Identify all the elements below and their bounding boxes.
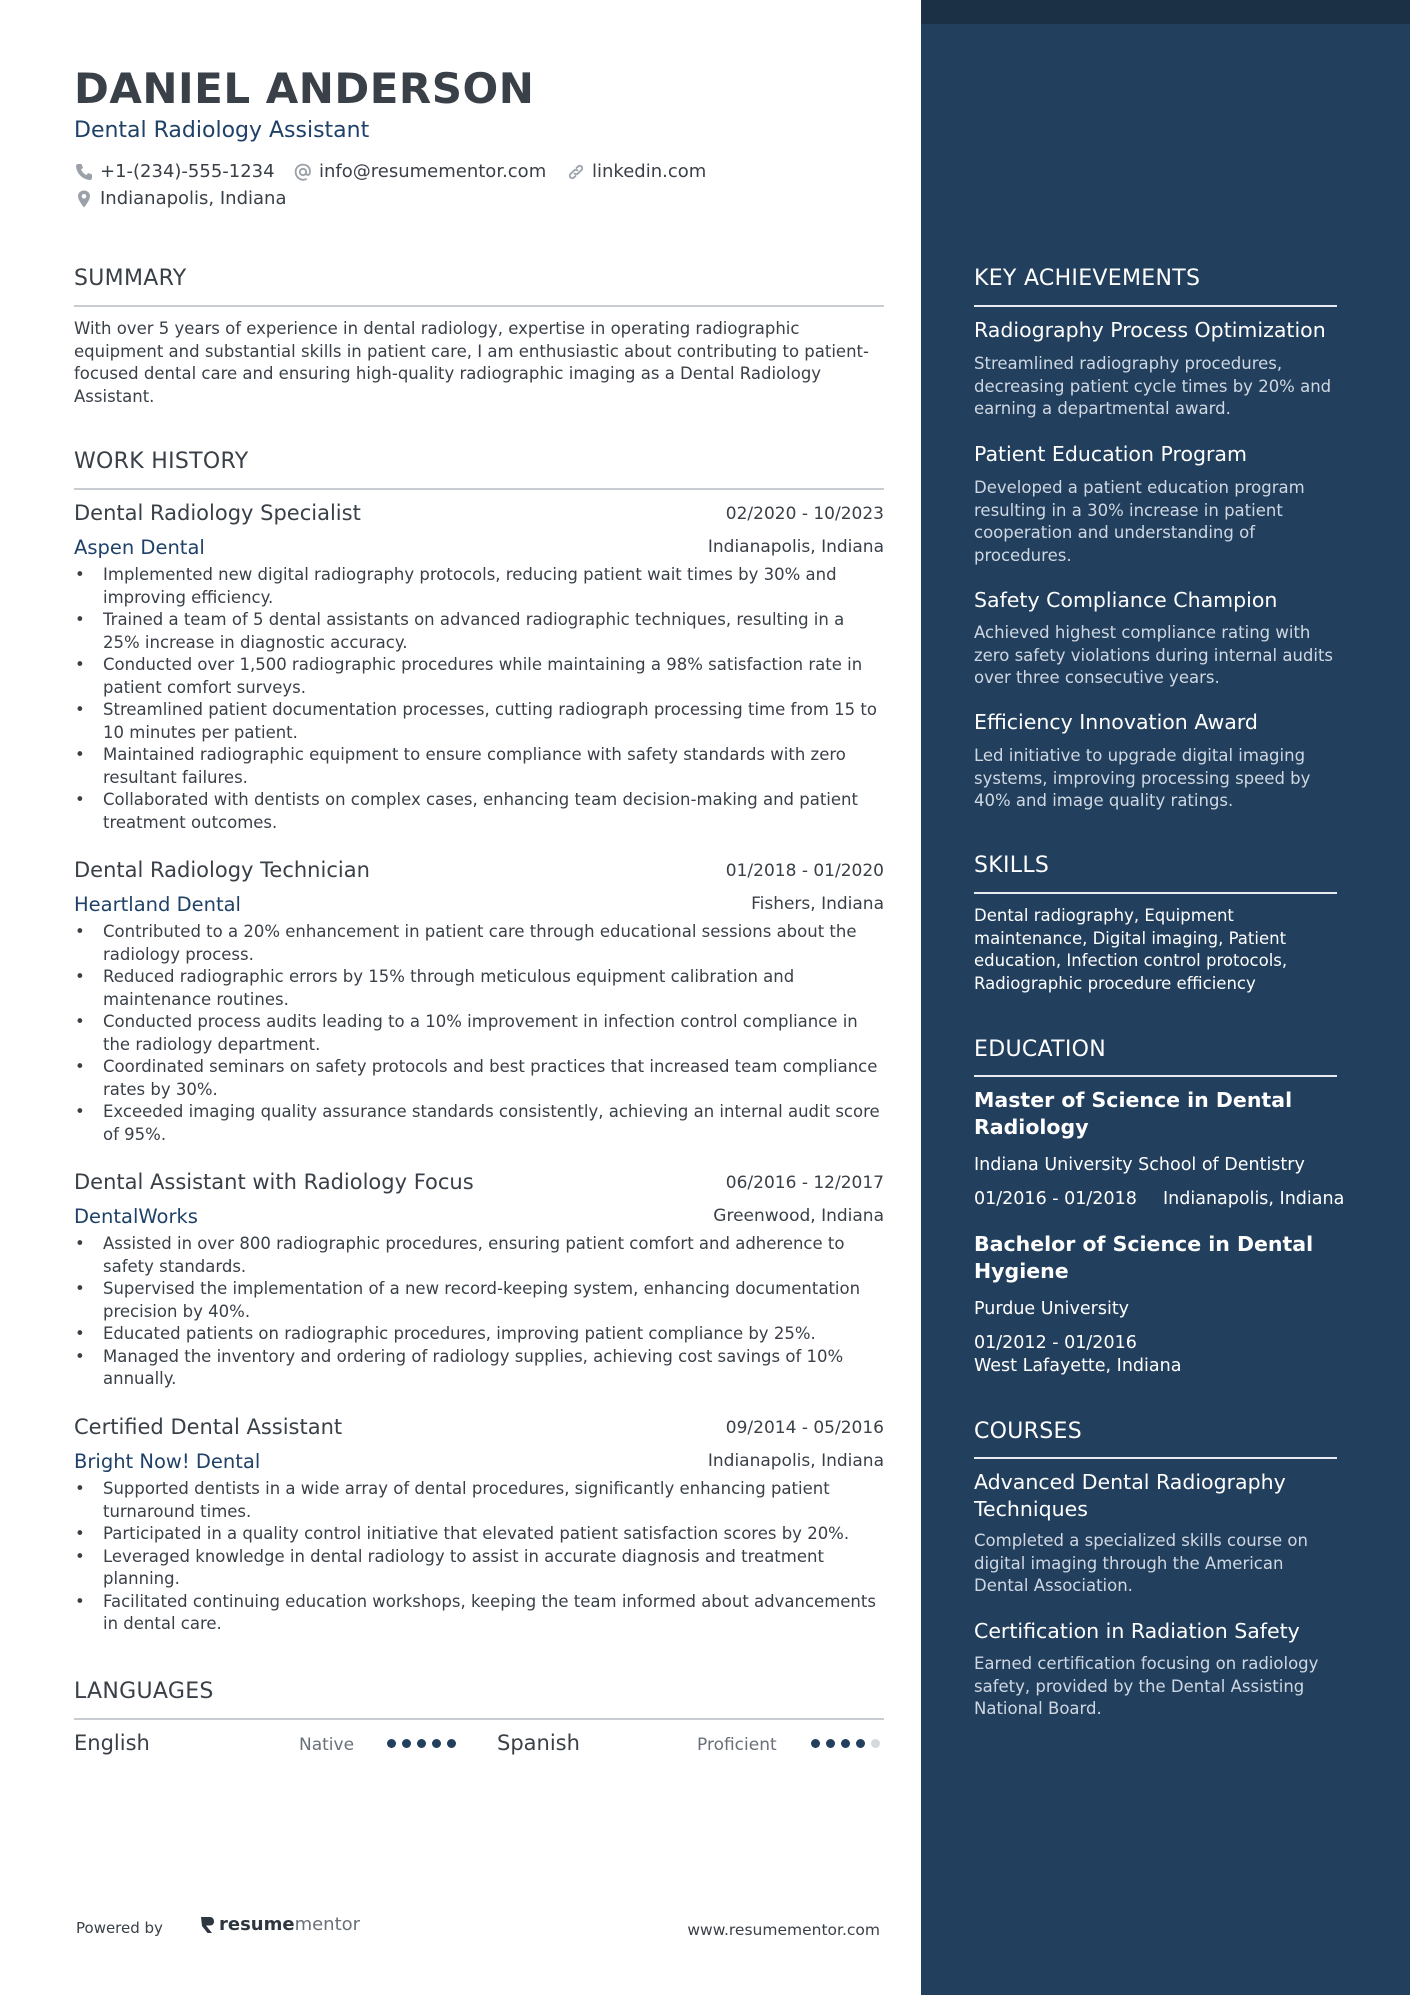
rating-dot-filled	[417, 1739, 426, 1748]
rating-dot-filled	[402, 1739, 411, 1748]
linkedin-text: linkedin.com	[592, 161, 707, 182]
candidate-name: DANIEL ANDERSON	[74, 64, 535, 113]
job-title: Dental Radiology Specialist	[74, 501, 361, 525]
job-bullet: • Contributed to a 20% enhancement in patient care through educational sessions about the radiology process.	[74, 921, 884, 966]
language-rating-dots	[387, 1739, 456, 1748]
rating-dot-filled	[856, 1739, 865, 1748]
language-level: Proficient	[697, 1735, 777, 1755]
job-location: Fishers, Indiana	[751, 894, 884, 914]
email-contact[interactable]	[293, 161, 546, 182]
achievements-rule	[974, 305, 1337, 307]
achievements-heading: KEY ACHIEVEMENTS	[974, 266, 1201, 291]
achievement-title: Patient Education Program	[974, 442, 1247, 466]
sidebar-top-band	[921, 0, 1410, 24]
job-bullet: • Supervised the implementation of a new record-keeping system, enhancing documentation precision by 40%.	[74, 1278, 884, 1323]
job-bullets	[74, 921, 884, 1146]
linkedin-contact[interactable]	[566, 161, 706, 182]
achievement-text: Led initiative to upgrade digital imaging systems, improving processing speed by 40% and image quality ratings.	[974, 746, 1311, 810]
job-location: Greenwood, Indiana	[713, 1206, 884, 1226]
job-bullet: • Collaborated with dentists on complex cases, enhancing team decision-making and patient treatment outcomes.	[74, 789, 884, 834]
job-bullet: • Reduced radiographic errors by 15% through meticulous equipment calibration and maintenance routines.	[74, 966, 884, 1011]
job-bullet: • Coordinated seminars on safety protocols and best practices that increased team compliance rates by 30%.	[74, 1056, 884, 1101]
achievement-title: Radiography Process Optimization	[974, 318, 1326, 342]
job-bullet: • Leveraged knowledge in dental radiology to assist in accurate diagnosis and treatment planning.	[74, 1546, 884, 1591]
footer-logo[interactable]	[199, 1914, 360, 1935]
language-name: Spanish	[497, 1731, 580, 1755]
course-title: Advanced Dental Radiography Techniques	[974, 1470, 1286, 1521]
job-title: Dental Assistant with Radiology Focus	[74, 1170, 474, 1194]
job-bullet: • Conducted process audits leading to a 10% improvement in infection control compliance in the radiology department.	[74, 1011, 884, 1056]
job-bullet: • Streamlined patient documentation processes, cutting radiograph processing time from 15 to 10 minutes per patient.	[74, 699, 884, 744]
job-bullets	[74, 1478, 884, 1636]
job-bullets	[74, 564, 884, 834]
course-text: Completed a specialized skills course on digital imaging through the American Dental Association.	[974, 1531, 1308, 1595]
courses-rule	[974, 1457, 1337, 1459]
summary-rule	[74, 305, 884, 307]
link-icon	[566, 162, 586, 182]
achievement-text: Developed a patient education program resulting in a 30% increase in patient cooperation and understanding of procedures.	[974, 478, 1305, 565]
education-school: Purdue University	[974, 1299, 1130, 1319]
job-bullet: • Maintained radiographic equipment to ensure compliance with safety standards with zero resultant failures.	[74, 744, 884, 789]
email-text: info@resumementor.com	[319, 161, 547, 182]
phone-contact[interactable]	[74, 161, 275, 182]
phone-icon	[74, 162, 94, 182]
education-location: Indianapolis, Indiana	[1163, 1189, 1345, 1209]
footer-powered-by: Powered by	[76, 1919, 163, 1937]
rating-dot-filled	[432, 1739, 441, 1748]
education-rule	[974, 1075, 1337, 1077]
job-bullet: • Educated patients on radiographic procedures, improving patient compliance by 25%.	[74, 1323, 884, 1346]
rating-dot-filled	[826, 1739, 835, 1748]
job-bullet: • Assisted in over 800 radiographic procedures, ensuring patient comfort and adherence to safety standards.	[74, 1233, 884, 1278]
job-location: Indianapolis, Indiana	[707, 1451, 884, 1471]
job-dates: 09/2014 - 05/2016	[725, 1418, 884, 1438]
job-bullet: • Managed the inventory and ordering of radiology supplies, achieving cost savings of 10% annually.	[74, 1346, 884, 1391]
achievement-title: Efficiency Innovation Award	[974, 710, 1258, 734]
achievement-text: Achieved highest compliance rating with zero safety violations during internal audits over three consecutive years.	[974, 623, 1334, 687]
job-bullet: • Conducted over 1,500 radiographic procedures while maintaining a 98% satisfaction rate in patient comfort surveys.	[74, 654, 884, 699]
education-school: Indiana University School of Dentistry	[974, 1155, 1305, 1175]
rating-dot-empty	[871, 1739, 880, 1748]
job-company: Heartland Dental	[74, 893, 241, 916]
education-degree: Bachelor of Science in Dental Hygiene	[974, 1232, 1314, 1283]
job-title: Certified Dental Assistant	[74, 1415, 343, 1439]
education-location: West Lafayette, Indiana	[974, 1356, 1182, 1376]
language-level: Native	[299, 1735, 355, 1755]
job-bullet: • Exceeded imaging quality assurance standards consistently, achieving an internal audit score of 95%.	[74, 1101, 884, 1146]
job-dates: 01/2018 - 01/2020	[725, 861, 884, 881]
phone-text: +1-(234)-555-1234	[100, 161, 275, 182]
candidate-title: Dental Radiology Assistant	[74, 118, 370, 143]
language-name: English	[74, 1731, 150, 1755]
location-text: Indianapolis, Indiana	[100, 188, 287, 209]
job-dates: 02/2020 - 10/2023	[725, 504, 884, 524]
job-bullet: • Supported dentists in a wide array of dental procedures, significantly enhancing patient turnaround times.	[74, 1478, 884, 1523]
education-heading: EDUCATION	[974, 1037, 1107, 1062]
resumementor-logo-icon	[199, 1915, 215, 1935]
education-dates: 01/2012 - 01/2016	[974, 1333, 1137, 1353]
footer-url[interactable]: www.resumementor.com	[687, 1921, 880, 1939]
job-company: Aspen Dental	[74, 536, 205, 559]
job-bullet: • Trained a team of 5 dental assistants on advanced radiographic techniques, resulting in a 25% increase in diagnostic accuracy.	[74, 609, 884, 654]
job-bullet: • Implemented new digital radiography protocols, reducing patient wait times by 30% and improving efficiency.	[74, 564, 884, 609]
job-title: Dental Radiology Technician	[74, 858, 370, 882]
job-bullet: • Participated in a quality control initiative that elevated patient satisfaction scores by 20%.	[74, 1523, 884, 1546]
work-history-rule	[74, 488, 884, 490]
summary-text: With over 5 years of experience in dental radiology, expertise in operating radiographic equipment and substantial skills in patient care, I am enthusiastic about contributing to patient-focused dental care and ensuring high-quality radiographic imaging as a Dental Radiology Assistant.	[74, 319, 869, 406]
education-dates: 01/2016 - 01/2018	[974, 1189, 1137, 1209]
course-title: Certification in Radiation Safety	[974, 1619, 1300, 1643]
course-text: Earned certification focusing on radiology safety, provided by the Dental Assisting National Board.	[974, 1654, 1319, 1718]
footer-logo-bold: resume	[219, 1914, 295, 1935]
skills-text: Dental radiography, Equipment maintenance, Digital imaging, Patient education, Infection control protocols, Radiographic procedure efficiency	[974, 906, 1288, 993]
job-bullet: • Facilitated continuing education workshops, keeping the team informed about advancements in dental care.	[74, 1591, 884, 1636]
achievement-text: Streamlined radiography procedures, decreasing patient cycle times by 20% and earning a departmental award.	[974, 354, 1332, 418]
location-pin-icon	[74, 189, 94, 209]
location-contact	[74, 188, 287, 209]
job-company: Bright Now! Dental	[74, 1450, 261, 1473]
rating-dot-filled	[447, 1739, 456, 1748]
sidebar-panel	[921, 0, 1410, 1995]
skills-heading: SKILLS	[974, 853, 1050, 878]
summary-heading: SUMMARY	[74, 266, 187, 291]
job-location: Indianapolis, Indiana	[707, 537, 884, 557]
job-company: DentalWorks	[74, 1205, 198, 1228]
achievement-title: Safety Compliance Champion	[974, 588, 1278, 612]
rating-dot-filled	[841, 1739, 850, 1748]
languages-heading: LANGUAGES	[74, 1679, 214, 1704]
languages-rule	[74, 1718, 884, 1720]
language-rating-dots	[811, 1739, 880, 1748]
work-history-heading: WORK HISTORY	[74, 449, 249, 474]
rating-dot-filled	[811, 1739, 820, 1748]
rating-dot-filled	[387, 1739, 396, 1748]
footer-logo-light: mentor	[294, 1914, 361, 1935]
skills-rule	[974, 892, 1337, 894]
at-icon	[293, 162, 313, 182]
education-degree: Master of Science in Dental Radiology	[974, 1088, 1293, 1139]
job-dates: 06/2016 - 12/2017	[725, 1173, 884, 1193]
courses-heading: COURSES	[974, 1419, 1082, 1444]
job-bullets	[74, 1233, 884, 1391]
